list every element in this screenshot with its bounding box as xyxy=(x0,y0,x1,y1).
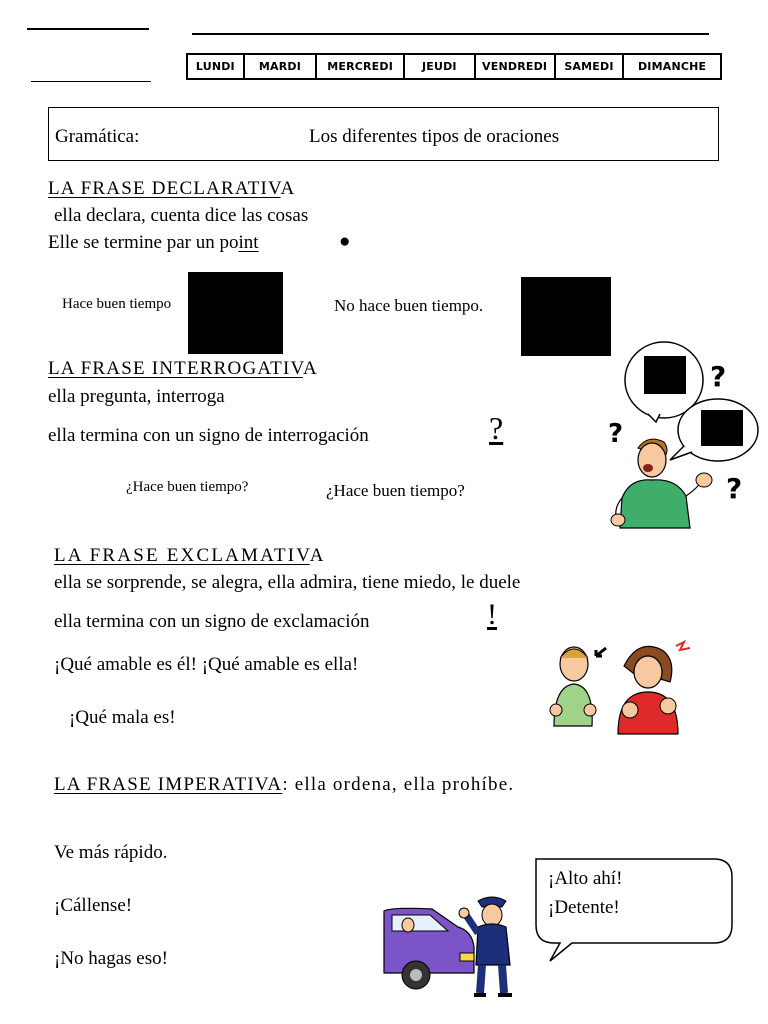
exclamativa-line2: ella termina con un signo de exclamación xyxy=(54,611,370,632)
exclamativa-example2: ¡Qué mala es! xyxy=(69,707,176,728)
exclamativa-line1: ella se sorprende, se alegra, ella admira, tiene miedo, le duele xyxy=(54,572,521,593)
day-cell: SAMEDI xyxy=(556,55,624,78)
gramatica-label: Gramática: xyxy=(55,126,140,147)
point-symbol: ● xyxy=(339,231,351,252)
name-line xyxy=(27,28,149,30)
heading-exclamativa: LA FRASE EXCLAMATIVA xyxy=(54,545,326,566)
heading-declarativa: LA FRASE DECLARATIVA xyxy=(48,178,296,199)
weekday-bar xyxy=(186,53,722,80)
interrogativa-example1: ¿Hace buen tiempo? xyxy=(126,479,249,495)
speech-line1: ¡Alto ahí! xyxy=(548,868,623,889)
imperativa-example1: Ve más rápido. xyxy=(54,842,168,863)
confused-man-icon xyxy=(600,338,768,533)
heading-imperativa: LA FRASE IMPERATIVA: ella ordena, ella prohíbe. xyxy=(54,774,515,795)
exclamation-symbol: ! xyxy=(487,598,497,631)
day-cell: VENDREDI xyxy=(476,55,556,78)
two-kids-icon xyxy=(544,636,694,736)
question-symbol: ? xyxy=(489,410,504,446)
svg-text:?: ? xyxy=(726,472,743,505)
imperativa-example2: ¡Cállense! xyxy=(54,895,133,916)
interrogativa-line2: ella termina con un signo de interrogación xyxy=(48,425,369,446)
heading-interrogativa: LA FRASE INTERROGATIVA xyxy=(48,358,318,379)
imperativa-example3: ¡No hagas eso! xyxy=(54,948,168,969)
day-cell: MERCREDI xyxy=(317,55,405,78)
day-cell: LUNDI xyxy=(188,55,245,78)
date-line xyxy=(192,33,709,35)
page-title: Los diferentes tipos de oraciones xyxy=(309,126,560,147)
redacted-image xyxy=(521,277,611,356)
svg-text:?: ? xyxy=(608,419,624,449)
declarativa-example1: Hace buen tiempo xyxy=(62,296,172,312)
interrogativa-example2: ¿Hace buen tiempo? xyxy=(326,481,465,500)
day-cell: DIMANCHE xyxy=(637,60,707,73)
exclamativa-example1: ¡Qué amable es él! ¡Qué amable es ella! xyxy=(54,654,359,675)
interrogativa-line1: ella pregunta, interroga xyxy=(48,386,225,407)
declarativa-example2: No hace buen tiempo. xyxy=(334,296,484,315)
declarativa-line2: Elle se termine par un point xyxy=(48,232,259,253)
class-line xyxy=(31,81,151,82)
declarativa-line1: ella declara, cuenta dice las cosas xyxy=(54,205,309,226)
speech-line2: ¡Detente! xyxy=(548,897,620,918)
redacted-image xyxy=(188,272,283,354)
day-cell: JEUDI xyxy=(405,55,475,78)
day-cell: MARDI xyxy=(245,55,317,78)
svg-text:?: ? xyxy=(710,360,727,393)
